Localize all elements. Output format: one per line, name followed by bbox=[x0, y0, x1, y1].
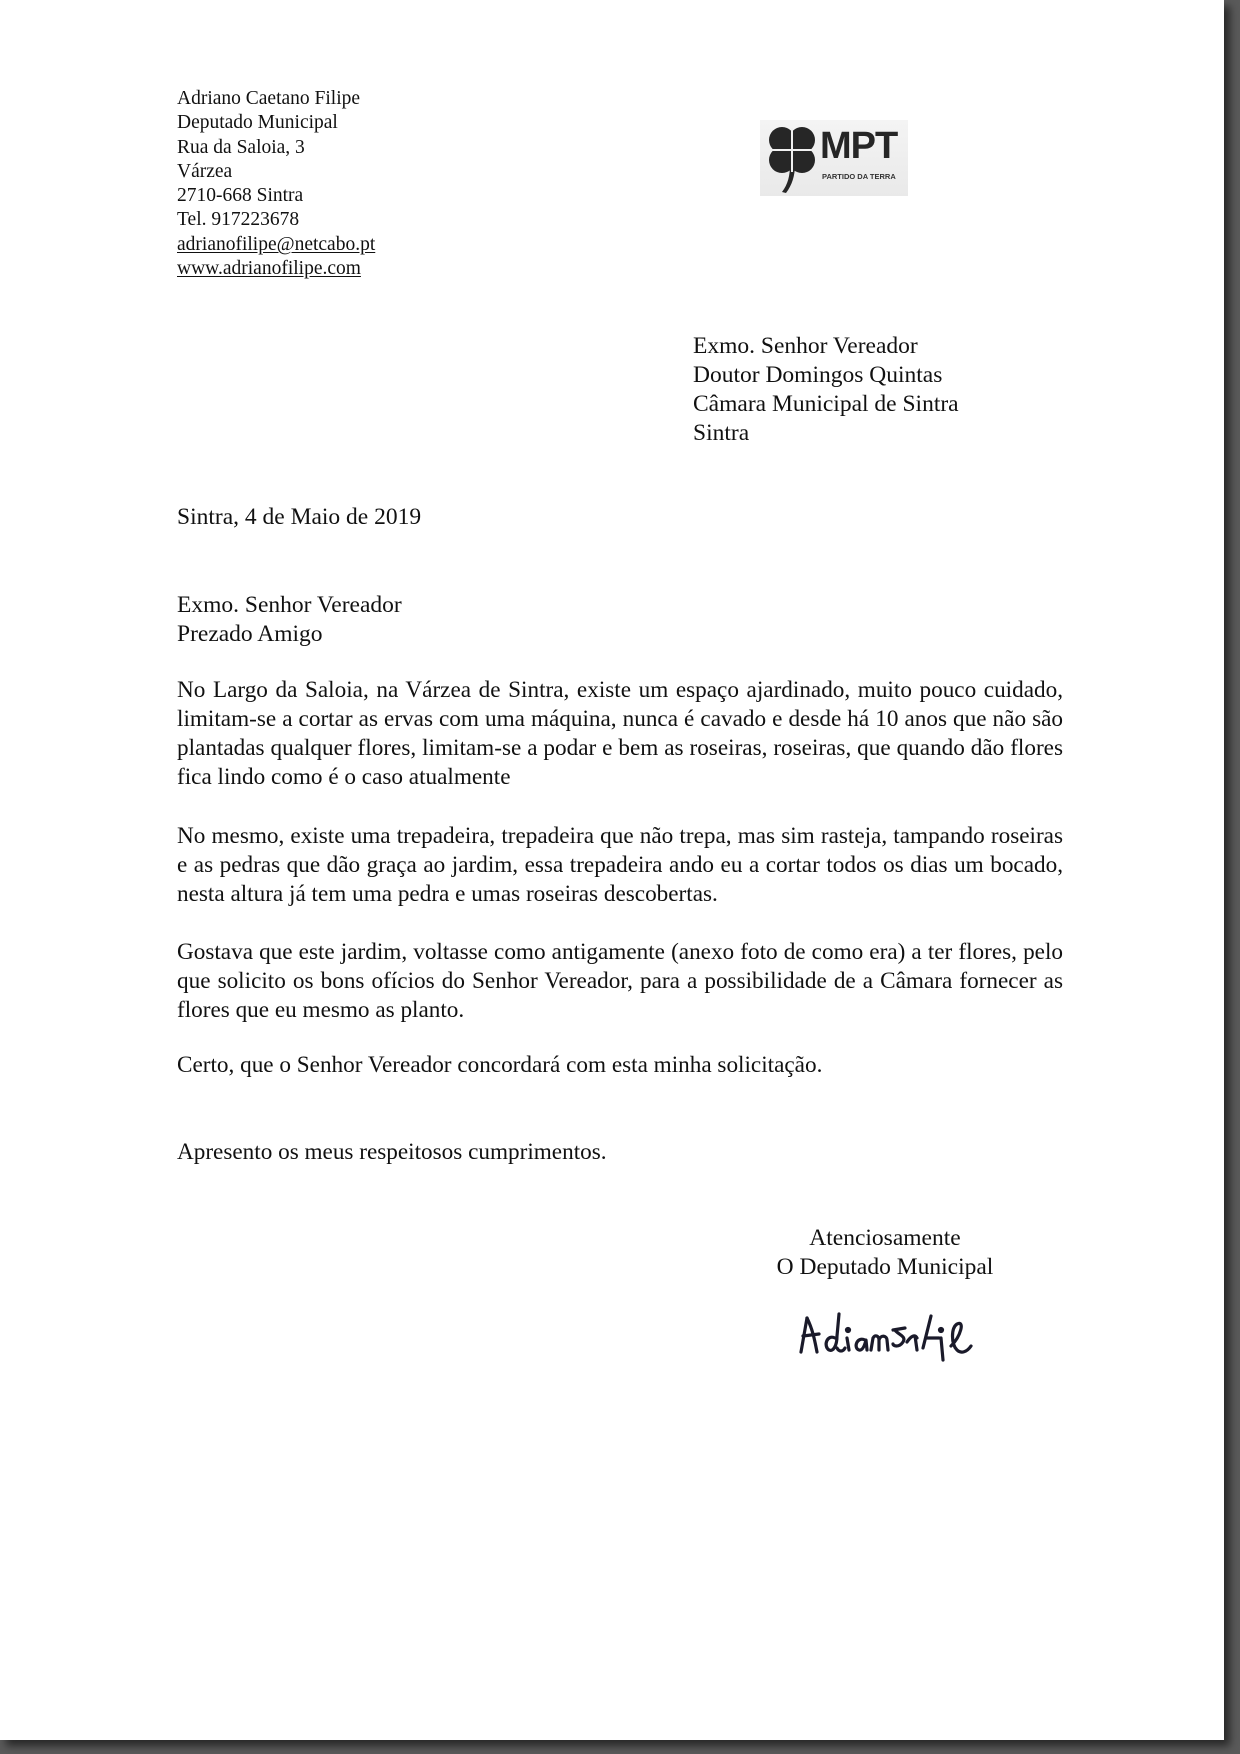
paragraph-text: Apresento os meus respeitosos cumprimentos. bbox=[177, 1139, 607, 1165]
handwritten-signature bbox=[795, 1308, 995, 1373]
closing-line-2: O Deputado Municipal bbox=[776, 1254, 994, 1280]
body-paragraph-1 bbox=[177, 676, 1063, 792]
body-paragraph-4 bbox=[177, 1051, 1063, 1080]
recipient-block bbox=[693, 332, 959, 448]
body-paragraph-5 bbox=[177, 1138, 1063, 1167]
sender-block bbox=[177, 87, 375, 281]
signature-icon bbox=[795, 1308, 995, 1368]
sender-locality: Várzea bbox=[177, 160, 233, 182]
body-paragraph-3 bbox=[177, 938, 1063, 1025]
salutation-line-2: Prezado Amigo bbox=[177, 621, 323, 647]
sender-email-link[interactable]: adrianofilipe@netcabo.pt bbox=[177, 233, 376, 255]
salutation-line-1: Exmo. Senhor Vereador bbox=[177, 592, 402, 618]
body-paragraph-2 bbox=[177, 822, 1063, 909]
sender-website-link[interactable]: www.adrianofilipe.com bbox=[177, 258, 361, 280]
logo-letters: MPT bbox=[820, 125, 898, 167]
closing-block bbox=[760, 1224, 1010, 1282]
recipient-line-4: Sintra bbox=[693, 420, 750, 446]
sender-postal-code: 2710-668 Sintra bbox=[177, 185, 304, 207]
sender-role: Deputado Municipal bbox=[177, 112, 338, 134]
letter-date: Sintra, 4 de Maio de 2019 bbox=[177, 504, 422, 530]
salutation-block bbox=[177, 591, 402, 649]
paragraph-text: No mesmo, existe uma trepadeira, trepadeira que não trepa, mas sim rasteja, tampando roseiras e as pedras que dão graça ao jardim, essa trepadeira ando eu a cortar todos os dias um bocado, nesta altura já tem uma pedra e umas roseiras descobertas. bbox=[177, 823, 1063, 907]
sender-phone: Tel. 917223678 bbox=[177, 209, 300, 231]
paragraph-text: Certo, que o Senhor Vereador concordará com esta minha solicitação. bbox=[177, 1052, 823, 1078]
recipient-line-2: Doutor Domingos Quintas bbox=[693, 362, 943, 388]
closing-line-1: Atenciosamente bbox=[809, 1225, 961, 1251]
paragraph-text: No Largo da Saloia, na Várzea de Sintra, existe um espaço ajardinado, muito pouco cuidado, limitam-se a cortar as ervas com uma máquina, nunca é cavado e desde há 10 anos que não são plantadas qualquer flores, limitam-se a podar e bem as roseiras, roseiras, que quando dão flores fica lindo como é o caso atualmente bbox=[177, 677, 1063, 790]
recipient-line-1: Exmo. Senhor Vereador bbox=[693, 333, 918, 359]
sender-name: Adriano Caetano Filipe bbox=[177, 88, 361, 109]
logo-subtitle: PARTIDO DA TERRA bbox=[822, 172, 896, 181]
party-logo bbox=[760, 120, 908, 196]
sender-street: Rua da Saloia, 3 bbox=[177, 136, 305, 158]
paragraph-text: Gostava que este jardim, voltasse como antigamente (anexo foto de como era) a ter flores, pelo que solicito os bons ofícios do Senhor Vereador, para a possibilidade de a Câmara fornecer as flores que eu mesmo as planto. bbox=[177, 939, 1063, 1023]
recipient-line-3: Câmara Municipal de Sintra bbox=[693, 391, 959, 417]
